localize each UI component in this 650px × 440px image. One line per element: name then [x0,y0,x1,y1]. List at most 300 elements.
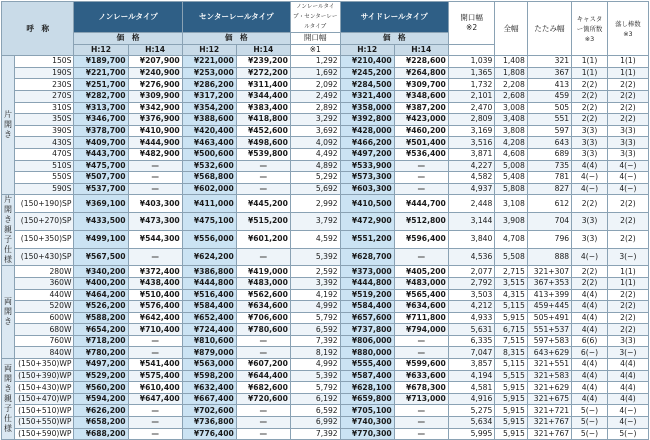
center-h14-price: — [236,347,290,359]
price-table-body [2,56,649,440]
side-price-header: 価 格 [340,33,448,45]
side-h14-price: — [394,405,448,417]
model-name: 680W [14,324,74,336]
nonrail-h12-price: ¥560,200 [74,382,128,394]
center-h14-price: ¥562,600 [236,289,290,301]
side-h12-price: ¥603,300 [340,183,394,195]
center-h12-header: H:12 [182,44,236,56]
center-h14-price: ¥607,200 [236,359,290,371]
opening1-width: 6,992 [290,417,340,429]
drop-rod-count: 2(2) [607,324,648,336]
center-h12-price: ¥776,400 [182,428,236,440]
group-label: 両 開 き [2,266,15,359]
folded-width: 321+721 [527,405,571,417]
full-width: 2,208 [495,79,527,91]
center-h14-price: ¥483,000 [236,277,290,289]
folded-width: 367 [527,67,571,79]
side-h12-price: ¥628,700 [340,248,394,266]
side-h12-price: ¥737,800 [340,324,394,336]
drop-rod-count: 3(3) [607,125,648,137]
caster-count: 2(2) [572,277,608,289]
drop-rod-count: 2(2) [607,114,648,126]
nonrail-h14-price: ¥240,900 [128,67,182,79]
side-h12-price: ¥444,800 [340,277,394,289]
center-h12-price: ¥563,000 [182,359,236,371]
side-h12-price: ¥410,500 [340,195,394,213]
full-width: 8,315 [495,347,527,359]
nonrail-h14-price: ¥610,400 [128,382,182,394]
folded-width: 321+675 [527,393,571,405]
caster-count: 3(3) [572,148,608,160]
drop-rod-count: 1(1) [607,67,648,79]
price-table [1,1,649,440]
table-row [2,248,649,266]
folded-width: 643 [527,137,571,149]
side-h14-price: — [394,248,448,266]
center-h12-price: ¥624,200 [182,248,236,266]
side-h14-price: — [394,335,448,347]
center-h12-price: ¥724,400 [182,324,236,336]
model-name: 310S [14,102,74,114]
opening2-width: 6,335 [448,335,495,347]
full-width: 1,408 [495,56,527,68]
table-row [2,393,649,405]
center-h14-price: — [236,160,290,172]
opening1-width: 1,692 [290,67,340,79]
table-row [2,67,649,79]
nonrail-h12-price: ¥594,200 [74,393,128,405]
center-h14-price: ¥272,200 [236,67,290,79]
opening1-width: 2,592 [290,266,340,278]
center-h12-price: ¥568,800 [182,172,236,184]
full-width: 4,708 [495,230,527,248]
opening2-width: 3,169 [448,125,495,137]
model-name: 440W [14,289,74,301]
side-h14-price: ¥348,600 [394,90,448,102]
side-h14-price: ¥678,300 [394,382,448,394]
center-h14-price: ¥720,600 [236,393,290,405]
side-h14-price: — [394,347,448,359]
model-name: 360W [14,277,74,289]
model-name: 600W [14,312,74,324]
opening2-width: 2,077 [448,266,495,278]
opening1-width: 7,392 [290,335,340,347]
side-h14-price: ¥387,200 [394,102,448,114]
model-name: (150+270)SP [14,213,74,231]
side-h14-price: — [394,160,448,172]
opening2-width: 3,516 [448,137,495,149]
model-name: 510S [14,160,74,172]
caster-count: 3(3) [572,137,608,149]
opening2-width: 4,536 [448,248,495,266]
opening1-width: 3,392 [290,277,340,289]
nonrail-h14-price: ¥207,900 [128,56,182,68]
opening1-label: 開口幅 [290,33,340,45]
drop-rod-count: 2(2) [607,90,648,102]
drop-rod-count: 1(1) [607,56,648,68]
side-h14-price: ¥460,200 [394,125,448,137]
side-h12-price: ¥284,500 [340,79,394,91]
side-h14-price: ¥483,000 [394,277,448,289]
folded-width-header: たたみ幅 [527,2,571,56]
folded-width: 321+551 [527,359,571,371]
caster-count: 4(−) [572,248,608,266]
table-row [2,312,649,324]
opening1-width: 6,592 [290,405,340,417]
model-name: (150+190)SP [14,195,74,213]
caster-count: 3(3) [572,213,608,231]
folded-width: 505+491 [527,312,571,324]
table-row [2,213,649,231]
nonrail-h14-price: ¥482,900 [128,148,182,160]
opening1-width: 4,592 [290,230,340,248]
folded-width: 551+537 [527,324,571,336]
nonrail-price-header: 価 格 [74,33,182,45]
drop-rod-label: 落し棒数 [615,19,641,28]
full-width: 2,608 [495,90,527,102]
model-name: 270S [14,90,74,102]
drop-rod-count: 2(2) [607,289,648,301]
nonrail-h14-price: ¥575,400 [128,370,182,382]
drop-rod-count: 2(2) [607,312,648,324]
center-h12-price: ¥388,600 [182,114,236,126]
full-width: 3,008 [495,102,527,114]
opening1-width: 4,092 [290,137,340,149]
full-width: 4,315 [495,289,527,301]
opening2-width: 4,582 [448,172,495,184]
drop-rod-count: 3(3) [607,335,648,347]
model-name: (150+390)WP [14,370,74,382]
nonrail-h14-price: ¥438,400 [128,277,182,289]
side-h12-price: ¥392,800 [340,114,394,126]
side-h12-price: ¥321,400 [340,90,394,102]
nonrail-h14-price: — [128,347,182,359]
nonrail-h14-price: ¥473,300 [128,213,182,231]
opening2-width: 2,470 [448,102,495,114]
nonrail-h14-price: ¥510,400 [128,289,182,301]
drop-rod-count: 3(−) [607,347,648,359]
side-h14-price: ¥565,400 [394,289,448,301]
opening1-width: 1,292 [290,56,340,68]
nonrail-h12-price: ¥507,700 [74,172,128,184]
side-h12-price: ¥628,100 [340,382,394,394]
nonrail-h14-price: ¥544,300 [128,230,182,248]
table-row [2,277,649,289]
opening1-type-header: ノンレールタイプ・センターレールタイプ [290,2,340,33]
opening1-width: 5,392 [290,248,340,266]
nonrail-h12-price: ¥475,700 [74,160,128,172]
model-name: 590S [14,183,74,195]
side-h12-price: ¥551,200 [340,230,394,248]
drop-rod-count: 3(−) [607,248,648,266]
opening2-width: 4,581 [448,382,495,394]
opening1-width: 5,392 [290,370,340,382]
model-name: 840W [14,347,74,359]
full-width: 6,715 [495,324,527,336]
table-row [2,79,649,91]
side-h14-price: ¥405,200 [394,266,448,278]
nonrail-h14-price: — [128,160,182,172]
nonrail-h12-price: ¥189,700 [74,56,128,68]
table-row [2,172,649,184]
nonrail-h12-price: ¥369,100 [74,195,128,213]
table-row [2,195,649,213]
table-row [2,301,649,313]
side-h12-price: ¥770,300 [340,428,394,440]
side-h12-price: ¥806,000 [340,335,394,347]
opening2-width: 3,840 [448,230,495,248]
caster-count: 4(4) [572,289,608,301]
nonrail-h14-price: ¥376,900 [128,114,182,126]
center-h14-price: ¥419,000 [236,266,290,278]
center-h12-price: ¥602,000 [182,183,236,195]
nonrail-h14-price: ¥403,300 [128,195,182,213]
caster-count: 6(−) [572,347,608,359]
drop-rod-count: 2(2) [607,195,648,213]
nonrail-h12-price: ¥282,700 [74,90,128,102]
nonrail-h12-price: ¥340,200 [74,266,128,278]
center-h14-price: ¥498,600 [236,137,290,149]
center-h12-price: ¥516,400 [182,289,236,301]
center-h14-price: ¥383,400 [236,102,290,114]
caster-count: 5(−) [572,417,608,429]
table-row [2,428,649,440]
center-h12-price: ¥317,200 [182,90,236,102]
center-h12-price: ¥411,000 [182,195,236,213]
folded-width: 321+583 [527,370,571,382]
center-h12-price: ¥420,400 [182,125,236,137]
folded-width: 612 [527,195,571,213]
opening1-note: ※1 [290,44,340,56]
drop-rod-count: 2(2) [607,230,648,248]
center-h12-price: ¥584,400 [182,301,236,313]
nonrail-h12-price: ¥443,700 [74,148,128,160]
nonrail-h12-price: ¥529,200 [74,370,128,382]
side-h12-price: ¥428,000 [340,125,394,137]
model-name: 470S [14,148,74,160]
center-h12-price: ¥810,600 [182,335,236,347]
nonrail-h12-price: ¥497,200 [74,359,128,371]
folded-width: 321+307 [527,266,571,278]
table-row [2,183,649,195]
drop-rod-count: 1(1) [607,277,648,289]
nonrail-h12-price: ¥464,200 [74,289,128,301]
nonrail-h12-price: ¥400,200 [74,277,128,289]
drop-rod-count: 2(2) [607,213,648,231]
folded-width: 413+399 [527,289,571,301]
folded-width: 321+629 [527,382,571,394]
table-row [2,347,649,359]
nonrail-h12-price: ¥567,500 [74,248,128,266]
full-width: 5,915 [495,393,527,405]
center-price-header: 価 格 [182,33,290,45]
center-h14-price: ¥706,600 [236,312,290,324]
table-row [2,359,649,371]
center-h14-price: ¥445,200 [236,195,290,213]
full-width: 5,115 [495,359,527,371]
side-h12-price: ¥533,900 [340,160,394,172]
side-h14-price: — [394,417,448,429]
caster-count: 3(3) [572,230,608,248]
nonrail-h12-price: ¥654,200 [74,324,128,336]
nonrail-h14-header: H:14 [128,44,182,56]
center-h12-price: ¥667,400 [182,393,236,405]
opening2-width: 3,871 [448,148,495,160]
side-h14-price: ¥264,800 [394,67,448,79]
nonrail-h14-price: ¥342,900 [128,102,182,114]
opening1-width: 3,292 [290,114,340,126]
table-row [2,125,649,137]
nonrail-h14-price: — [128,428,182,440]
nonrail-h12-price: ¥378,700 [74,125,128,137]
caster-count: 2(2) [572,266,608,278]
name-header: 呼 称 [2,2,74,56]
side-h12-price: ¥584,400 [340,301,394,313]
model-name: (150+550)WP [14,417,74,429]
opening2-width: 2,792 [448,277,495,289]
center-h14-price: ¥539,800 [236,148,290,160]
caster-count: 4(4) [572,393,608,405]
nonrail-h14-price: ¥372,400 [128,266,182,278]
side-h14-price: ¥423,000 [394,114,448,126]
folded-width: 597 [527,125,571,137]
folded-width: 689 [527,148,571,160]
opening2-width: 4,227 [448,160,495,172]
side-h14-price: — [394,172,448,184]
drop-rod-count: 4(−) [607,417,648,429]
center-h12-price: ¥444,800 [182,277,236,289]
full-width: 2,715 [495,266,527,278]
folded-width: 459 [527,90,571,102]
full-width: 4,208 [495,137,527,149]
opening1-width: 6,592 [290,324,340,336]
center-h12-price: ¥221,000 [182,56,236,68]
model-name: 190S [14,67,74,79]
drop-rod-count: 4(4) [607,382,648,394]
nonrail-h14-price: ¥647,400 [128,393,182,405]
center-h14-price: — [236,335,290,347]
side-h12-price: ¥210,400 [340,56,394,68]
folded-width: 459+445 [527,301,571,313]
opening2-width: 1,039 [448,56,495,68]
center-h12-price: ¥475,100 [182,213,236,231]
folded-width: 367+353 [527,277,571,289]
side-h12-price: ¥466,200 [340,137,394,149]
drop-rod-count: 2(2) [607,79,648,91]
nonrail-h12-price: ¥688,200 [74,428,128,440]
table-row [2,137,649,149]
side-h14-price: ¥634,600 [394,301,448,313]
center-h12-price: ¥253,000 [182,67,236,79]
folded-width: 321+767 [527,417,571,429]
folded-width: 888 [527,248,571,266]
drop-rod-count: 4(4) [607,370,648,382]
nonrail-h14-price: ¥576,400 [128,301,182,313]
caster-count: 1(1) [572,67,608,79]
full-width: 3,908 [495,213,527,231]
model-name: 430S [14,137,74,149]
side-h14-price: — [394,183,448,195]
opening2-width: 7,047 [448,347,495,359]
side-h14-price: ¥228,600 [394,56,448,68]
caster-count: 4(4) [572,160,608,172]
model-name: 150S [14,56,74,68]
group-label: 片 開 き [2,56,15,195]
side-h12-price: ¥587,400 [340,370,394,382]
full-width: 5,408 [495,172,527,184]
opening1-width: 4,992 [290,359,340,371]
caster-count: 2(2) [572,195,608,213]
opening2-width: 3,857 [448,359,495,371]
caster-count: 4(4) [572,382,608,394]
side-h12-price: ¥880,000 [340,347,394,359]
model-name: (150+510)WP [14,405,74,417]
nonrail-h12-price: ¥433,500 [74,213,128,231]
opening2-width: 5,275 [448,405,495,417]
caster-count: 4(4) [572,324,608,336]
table-row [2,370,649,382]
full-width: 5,515 [495,370,527,382]
center-h14-price: — [236,405,290,417]
nonrail-h14-price: — [128,405,182,417]
nonrail-h12-price: ¥658,200 [74,417,128,429]
nonrail-h14-price: ¥642,400 [128,312,182,324]
drop-rod-count: 4(4) [607,359,648,371]
drop-rod-note: ※3 [623,29,633,38]
caster-count: 4(−) [572,172,608,184]
opening1-width: 4,192 [290,289,340,301]
opening1-width: 4,892 [290,160,340,172]
caster-count: 4(4) [572,301,608,313]
center-h12-price: ¥652,400 [182,312,236,324]
group-label: 片 開 き 親 子 仕 様 [2,195,15,266]
nonrail-h14-price: ¥276,900 [128,79,182,91]
drop-rod-count: 4(4) [607,393,648,405]
center-h14-price: ¥634,600 [236,301,290,313]
table-row [2,289,649,301]
center-h12-price: ¥556,000 [182,230,236,248]
drop-rod-count: 4(−) [607,405,648,417]
side-h14-price: ¥599,600 [394,359,448,371]
model-name: (150+470)WP [14,393,74,405]
center-h12-price: ¥463,400 [182,137,236,149]
nonrail-h12-price: ¥626,200 [74,405,128,417]
side-rail-header: サイドレールタイプ [340,2,448,33]
opening1-width: 5,292 [290,172,340,184]
opening2-width: 4,212 [448,301,495,313]
side-h12-price: ¥573,300 [340,172,394,184]
center-h12-price: ¥500,600 [182,148,236,160]
center-h12-price: ¥532,600 [182,160,236,172]
caster-count: 4(−) [572,183,608,195]
folded-width: 551 [527,114,571,126]
center-h12-price: ¥632,400 [182,382,236,394]
center-h14-price: ¥311,400 [236,79,290,91]
opening1-width: 8,192 [290,347,340,359]
table-row [2,148,649,160]
opening2-width: 4,933 [448,312,495,324]
opening1-width: 2,492 [290,90,340,102]
side-h14-price: ¥711,800 [394,312,448,324]
folded-width: 321+767 [527,428,571,440]
model-name: (150+430)WP [14,382,74,394]
side-h12-price: ¥472,900 [340,213,394,231]
center-h12-price: ¥386,800 [182,266,236,278]
nonrail-h12-price: ¥409,700 [74,137,128,149]
center-h14-header: H:14 [236,44,290,56]
model-name: (150+350)SP [14,230,74,248]
full-width: 5,915 [495,428,527,440]
